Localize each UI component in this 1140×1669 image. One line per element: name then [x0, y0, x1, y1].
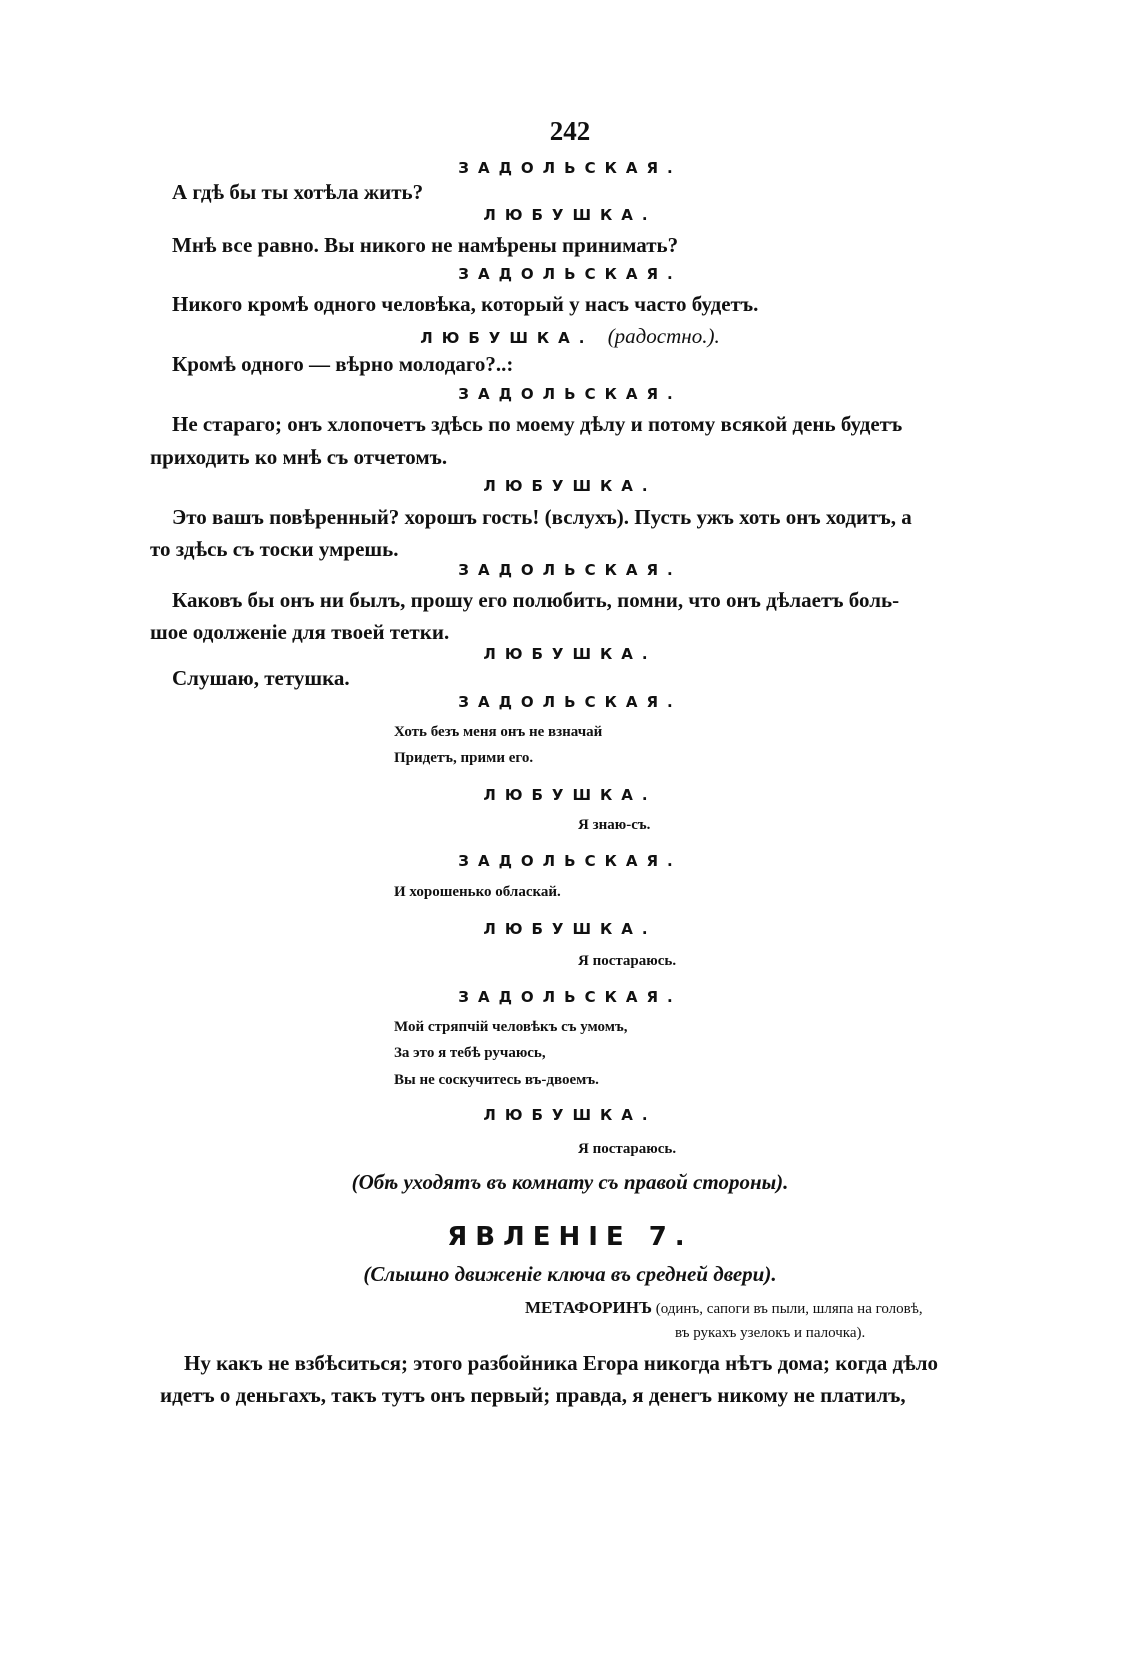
- character-note-text: (одинъ, сапоги въ пыли, шляпа на головѣ,: [655, 1301, 923, 1317]
- scene-title: ЯВЛЕНІЕ 7.: [447, 1222, 693, 1252]
- page-number: 242: [549, 116, 591, 146]
- character-note: [525, 1298, 923, 1318]
- speaker-zadolskaya: ЗАДОЛЬСКАЯ.: [458, 988, 682, 1006]
- verse-line: Вы не соскучитесь въ-двоемъ.: [394, 1072, 599, 1088]
- verse-line: Я знаю-съ.: [578, 817, 651, 833]
- verse-line: Я постараюсь.: [578, 953, 677, 969]
- speaker-lyubushka: ЛЮБУШКА.: [483, 1106, 657, 1124]
- verse-line: Придетъ, прими его.: [394, 750, 534, 766]
- speaker-zadolskaya: ЗАДОЛЬСКАЯ.: [458, 693, 682, 711]
- speaker-lyubushka: [0, 324, 1140, 349]
- speaker-zadolskaya: ЗАДОЛЬСКАЯ.: [458, 852, 682, 870]
- speaker-zadolskaya: ЗАДОЛЬСКАЯ.: [458, 385, 682, 403]
- dialogue-line: Слушаю, тетушка.: [172, 666, 350, 690]
- dialogue-line: то здѣсь съ тоски умрешь.: [150, 537, 399, 561]
- verse-line: Мой стряпчій человѣкъ съ умомъ,: [394, 1019, 628, 1035]
- speaker-lyubushka: ЛЮБУШКА.: [483, 645, 657, 663]
- speaker-zadolskaya: ЗАДОЛЬСКАЯ.: [458, 561, 682, 579]
- verse-line: Я постараюсь.: [578, 1141, 677, 1157]
- speaker-zadolskaya: ЗАДОЛЬСКАЯ.: [458, 265, 682, 283]
- dialogue-line: приходить ко мнѣ съ отчетомъ.: [150, 445, 448, 469]
- dialogue-line: Ну какъ не взбѣситься; этого разбойника Егора никогда нѣтъ дома; когда дѣло: [184, 1351, 938, 1375]
- speaker-lyubushka: ЛЮБУШКА.: [483, 920, 657, 938]
- speaker-lyubushka: ЛЮБУШКА.: [483, 786, 657, 804]
- character-note-continued: въ рукахъ узелокъ и палочка).: [675, 1325, 866, 1341]
- dialogue-line: Кромѣ одного — вѣрно молодаго?..:: [172, 352, 514, 376]
- speaker-lyubushka: ЛЮБУШКА.: [483, 477, 657, 495]
- scene-direction: (Слышно движеніе ключа въ средней двери).: [363, 1262, 777, 1286]
- stage-exit-direction: (Обѣ уходятъ въ комнату съ правой стороны).: [351, 1170, 789, 1194]
- dialogue-line: идетъ о деньгахъ, такъ тутъ онъ первый; правда, я денегъ никому не платилъ,: [160, 1383, 906, 1407]
- dialogue-line: Мнѣ все равно. Вы никого не намѣрены принимать?: [172, 233, 679, 257]
- dialogue-line: Никого кромѣ одного человѣка, который у насъ часто будетъ.: [172, 292, 759, 316]
- dialogue-line: Это вашъ повѣренный? хорошъ гость! (вслухъ). Пусть ужъ хоть онъ ходитъ, а: [172, 505, 912, 529]
- dialogue-line: Не стараго; онъ хлопочетъ здѣсь по моему дѣлу и потому всякой день будетъ: [172, 412, 903, 436]
- character-name: МЕТАФОРИНЪ: [525, 1298, 652, 1317]
- verse-line: Хоть безъ меня онъ не взначай: [394, 724, 603, 740]
- stage-direction: (радостно.).: [607, 324, 720, 348]
- dialogue-line: А гдѣ бы ты хотѣла жить?: [172, 180, 424, 204]
- speaker-lyubushka: ЛЮБУШКА.: [483, 206, 657, 224]
- dialogue-line: шое одолженіе для твоей тетки.: [150, 620, 450, 644]
- speaker-name: ЛЮБУШКА.: [420, 329, 594, 347]
- speaker-zadolskaya: ЗАДОЛЬСКАЯ.: [458, 159, 682, 177]
- verse-line: И хорошенько обласкай.: [394, 884, 561, 900]
- dialogue-line: Каковъ бы онъ ни былъ, прошу его полюбить, помни, что онъ дѣлаетъ боль-: [172, 588, 900, 612]
- verse-line: За это я тебѣ ручаюсь,: [394, 1045, 546, 1061]
